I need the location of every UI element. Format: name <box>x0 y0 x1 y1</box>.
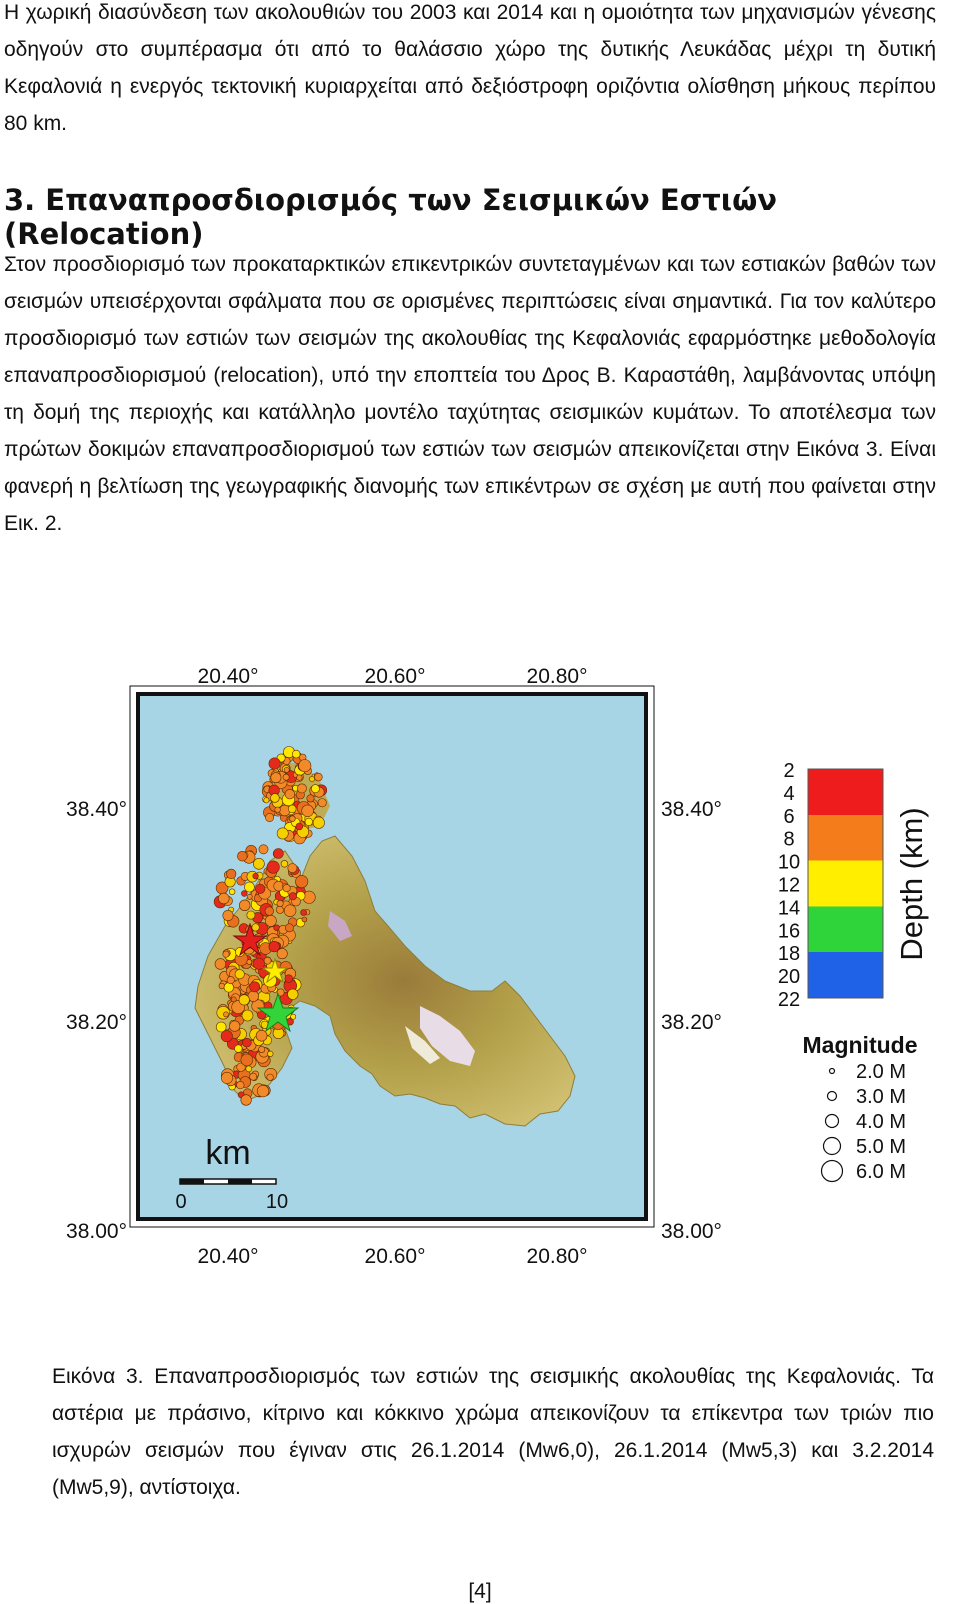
epicenter-dot <box>239 995 249 1005</box>
epicenter-dot <box>297 784 306 793</box>
epicenter-dot <box>265 915 276 926</box>
section-heading: 3. Επαναπροσδιορισμός των Σεισμικών Εστιών (Relocation) <box>4 183 778 251</box>
intro-paragraph: Η χωρική διασύνδεση των ακολουθιών του 2003 και 2014 και η ομοιότητα των μηχανισμών γένεσης οδηγούν στο συμπέρασμα ότι από το θαλάσσιο χώρο της δυτικής Λευκάδας μέχρι τη δυτική Κεφαλονιά η ενεργός τεκτονική κυριαρχείται από δεξιόστροφη οριζόντια ολίσθηση μήκους περίπου 80 km. <box>4 1 936 135</box>
lon-top-3: 20.80° <box>526 665 588 688</box>
scale-start: 0 <box>175 1191 187 1213</box>
depth-label: 12 <box>777 874 801 897</box>
epicenter-dot <box>285 924 293 932</box>
depth-label: 20 <box>777 966 801 989</box>
magnitude-label: 4.0 M <box>856 1111 907 1133</box>
depth-label: 18 <box>777 943 801 966</box>
epicenter-dot <box>283 884 290 891</box>
depth-label: 8 <box>783 828 795 851</box>
epicenter-dot <box>296 823 303 830</box>
epicenter-dot <box>292 750 300 758</box>
epicenter-dot <box>229 889 235 895</box>
scale-end: 10 <box>265 1191 289 1213</box>
epicenter-dot <box>315 773 323 781</box>
magnitude-symbol <box>830 1069 835 1074</box>
epicenter-dot <box>265 907 274 916</box>
epicenter-dot <box>288 989 299 1000</box>
epicenter-dot <box>283 774 289 780</box>
lat-left-2: 38.20° <box>66 1011 127 1034</box>
epicenter-dot <box>241 891 247 897</box>
epicenter-dot <box>221 1030 232 1041</box>
epicenter-dot <box>268 1051 274 1057</box>
epicenter-dot <box>242 1010 253 1021</box>
lat-right-2: 38.20° <box>661 1011 722 1034</box>
epicenter-dot <box>311 785 319 793</box>
figure-map <box>0 656 960 1306</box>
epicenter-dot <box>269 758 280 769</box>
depth-legend <box>778 760 929 1011</box>
page-number: [4] <box>468 1580 492 1603</box>
epicenter-dot <box>227 976 234 983</box>
depth-label: 4 <box>783 782 795 805</box>
magnitude-symbol <box>824 1138 841 1155</box>
epicenter-dot <box>223 951 229 957</box>
epicenter-dot <box>247 911 255 919</box>
epicenter-dot <box>259 1046 265 1052</box>
epicenter-dot <box>269 941 280 952</box>
depth-legend-title: Depth (km) <box>894 807 929 961</box>
epicenter-dot <box>223 910 233 920</box>
epicenter-dot <box>241 1095 252 1106</box>
epicenter-dot <box>318 799 326 807</box>
epicenter-dot <box>285 975 293 983</box>
lat-left-1: 38.40° <box>66 798 127 821</box>
epicenter-dot <box>299 760 311 772</box>
epicenter-dot <box>296 875 308 887</box>
epicenter-dot <box>271 773 281 783</box>
magnitude-label: 6.0 M <box>856 1161 907 1183</box>
epicenter-dot <box>257 1085 269 1097</box>
depth-label: 22 <box>777 989 801 1011</box>
epicenter-dot <box>284 905 296 917</box>
epicenter-dot <box>223 1012 228 1017</box>
epicenter-dot <box>246 1066 252 1072</box>
epicenter-dot <box>302 805 314 817</box>
magnitude-label: 2.0 M <box>856 1061 907 1083</box>
depth-label: 16 <box>777 920 801 943</box>
epicenter-dot <box>267 861 279 873</box>
scale-unit: km <box>205 1134 251 1172</box>
epicenter-dot <box>239 900 250 911</box>
magnitude-symbol <box>828 1092 837 1101</box>
depth-label: 14 <box>777 897 801 920</box>
epicenter-dot <box>307 795 314 802</box>
epicenter-dot <box>253 873 259 879</box>
epicenter-dot <box>267 1074 274 1081</box>
epicenter-dot <box>290 816 296 822</box>
lon-top-2: 20.60° <box>364 665 426 688</box>
epicenter-dot <box>235 970 244 979</box>
epicenter-dot <box>252 924 259 931</box>
epicenter-dot <box>259 845 268 854</box>
epicenter-dot <box>250 1073 257 1080</box>
lon-bottom-2: 20.60° <box>364 1245 426 1268</box>
lat-left-3: 38.00° <box>66 1220 127 1243</box>
magnitude-symbol <box>826 1115 839 1128</box>
magnitude-label: 3.0 M <box>856 1086 907 1108</box>
epicenter-dot <box>277 828 288 839</box>
epicenter-dot <box>264 798 269 803</box>
depth-label: 2 <box>783 760 795 782</box>
magnitude-symbol <box>822 1161 843 1182</box>
epicenter-dot <box>271 794 280 803</box>
epicenter-dot <box>288 864 297 873</box>
epicenter-dot <box>235 1045 243 1053</box>
epicenter-dot <box>241 1054 253 1066</box>
lat-right-1: 38.40° <box>661 798 722 821</box>
epicenter-dot <box>250 982 260 992</box>
magnitude-label: 5.0 M <box>856 1136 907 1158</box>
epicenter-dot <box>215 959 226 970</box>
lon-top-1: 20.40° <box>197 665 259 688</box>
epicenter-dot <box>313 817 324 828</box>
magnitude-legend <box>803 1032 918 1183</box>
epicenter-dot <box>284 767 289 772</box>
figure-caption: Εικόνα 3. Επαναπροσδιορισμός των εστιών της σεισμικής ακολουθίας της Κεφαλονιάς. Τα αστέρια με πράσινο, κίτρινο και κόκκινο χρώμα απεικονίζουν τα επίκεντρα των τριών πιο ισχυρών σεισμών που έγιναν στις 26.1.2014 (Mw6,0), 26.1.2014 (Mw5,3) και 3.2.2014 (Mw5,9), αντίστοιχα. <box>52 1365 934 1499</box>
epicenter-dot <box>277 900 283 906</box>
epicenter-dot <box>264 957 271 964</box>
epicenter-dot <box>281 860 288 867</box>
map-svg <box>0 656 960 1306</box>
section-paragraph: Στον προσδιορισμό των προκαταρκτικών επικεντρικών συντεταγμένων και των εστιακών βαθών των σεισμών υπεισέρχονται σφάλματα που σε ορισμένες περιπτώσεις είναι σημαντικά. Για τον καλύτερο προσδιορισμό των εστιών των σεισμών της ακολουθίας της Κεφαλονιάς εφαρμόστηκε μεθοδολογία επαναπροσδιορισμού (relocation), υπό την εποπτεία του Δρος Β. Καραστάθη, λαμβάνοντας υπόψη τη δομή της περιοχής και κατάλληλο μοντέλο ταχύτητας σεισμικών κυμάτων. Το αποτέλεσμα των πρώτων δοκιμών επαναπροσδιορισμού των εστιών των σεισμών απεικονίζεται στην Εικόνα 3. Είναι φανερή η βελτίωση της γεωγραφικής διανομής των επικέντρων σε σχέση με αυτή που φαίνεται στην Εικ. 2. <box>4 253 936 535</box>
epicenter-dot <box>297 775 303 781</box>
epicenter-dot <box>221 1072 232 1083</box>
epicenter-dot <box>255 884 265 894</box>
epicenter-dot <box>289 893 296 900</box>
epicenter-dot <box>273 849 283 859</box>
epicenter-dot <box>275 807 281 813</box>
lat-right-3: 38.00° <box>661 1220 722 1243</box>
lon-bottom-3: 20.80° <box>526 1245 588 1268</box>
lon-bottom-1: 20.40° <box>197 1245 259 1268</box>
epicenter-dot <box>265 813 273 821</box>
epicenter-dot <box>229 1021 240 1032</box>
epicenter-dot <box>291 1014 296 1019</box>
epicenter-dot <box>243 1038 252 1047</box>
epicenter-dot <box>247 960 252 965</box>
epicenter-dot <box>253 858 264 869</box>
magnitude-legend-title: Magnitude <box>802 1032 918 1058</box>
epicenter-dot <box>285 789 295 799</box>
epicenter-dot <box>247 894 252 899</box>
epicenter-dot <box>226 869 236 879</box>
epicenter-dot <box>231 997 236 1002</box>
epicenter-dot <box>218 893 229 904</box>
epicenter-dot <box>288 805 296 813</box>
epicenter-dot <box>224 983 234 993</box>
epicenter-dot <box>237 851 247 861</box>
epicenter-dot <box>309 776 314 781</box>
epicenter-dot <box>302 917 307 922</box>
epicenter-dot <box>237 1081 245 1089</box>
depth-label: 10 <box>777 851 801 874</box>
epicenter-dot <box>305 818 313 826</box>
epicenter-dot <box>244 882 254 892</box>
epicenter-dot <box>301 910 307 916</box>
depth-label: 6 <box>783 805 795 828</box>
